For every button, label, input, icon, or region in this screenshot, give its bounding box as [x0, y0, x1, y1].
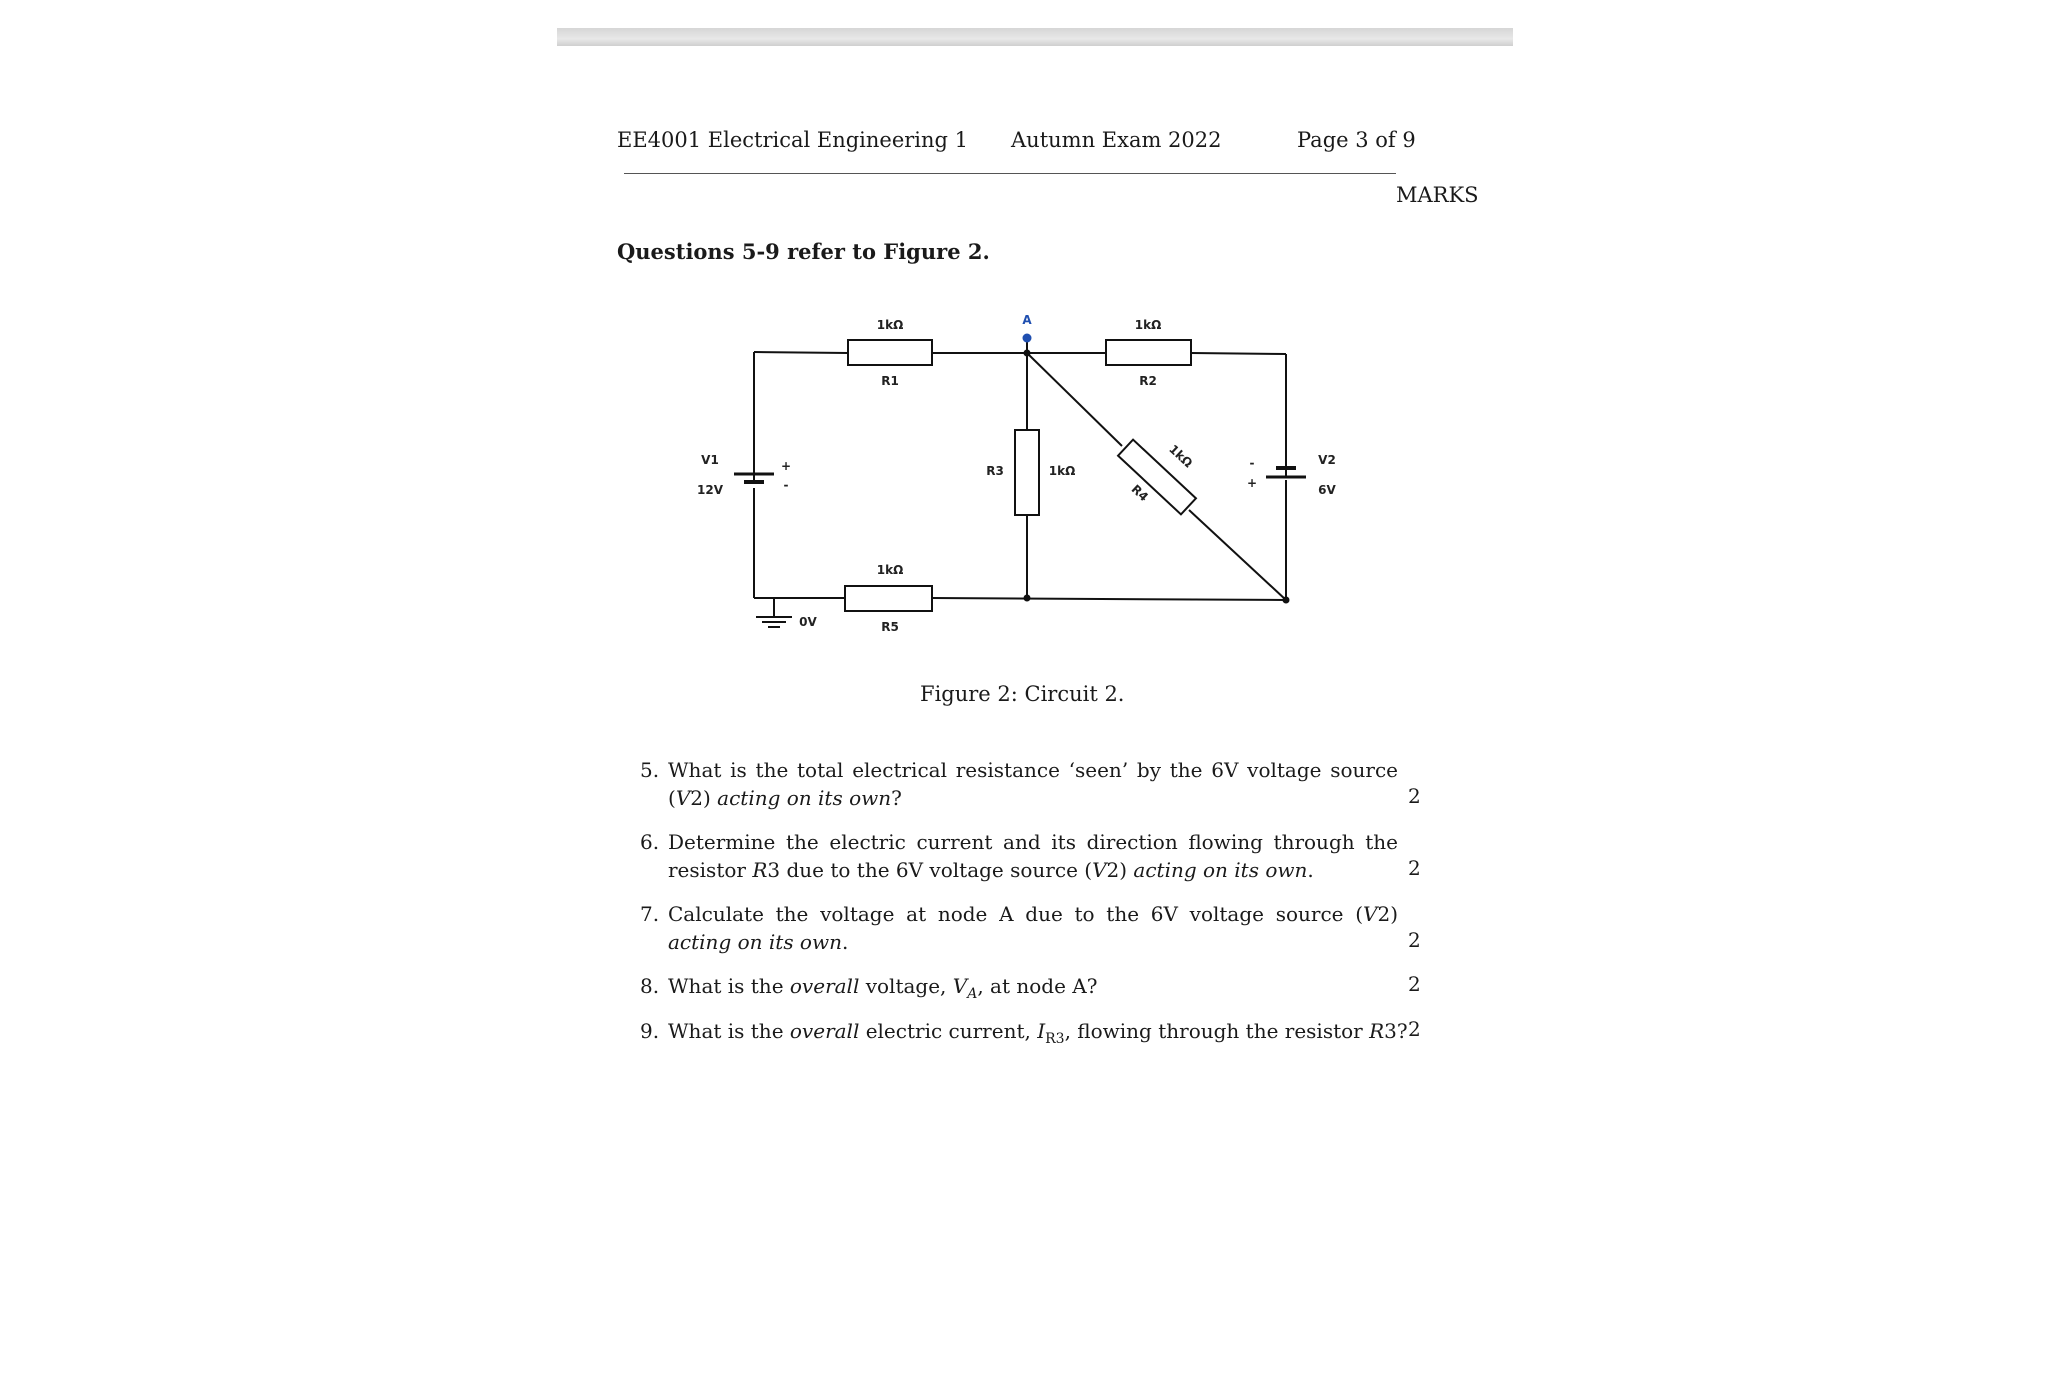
question-number: 9. — [640, 1019, 660, 1043]
question-9-marks: 2 — [1408, 1017, 1421, 1041]
marks-heading: MARKS — [1396, 183, 1479, 207]
header-page-number: Page 3 of 9 — [1297, 128, 1416, 152]
node-a-label: A — [1022, 313, 1032, 327]
r4-value-label: 1kΩ — [1166, 441, 1196, 471]
header-exam: Autumn Exam 2022 — [1011, 128, 1222, 152]
question-number: 7. — [640, 902, 660, 926]
wire-bottom-right — [932, 598, 1286, 600]
v2-name-label: V2 — [1318, 453, 1336, 467]
r1-value-label: 1kΩ — [876, 318, 904, 332]
question-number: 5. — [640, 758, 660, 782]
node-a-dot — [1023, 334, 1032, 343]
v2-value-label: 6V — [1318, 483, 1336, 497]
v1-minus-sign: - — [783, 478, 789, 492]
resistor-r3 — [1015, 430, 1039, 515]
question-text: Calculate the voltage at node A due to the 6V voltage source (V2) acting on its own. — [668, 902, 1398, 954]
question-number: 8. — [640, 974, 660, 998]
wire-top-right — [1191, 353, 1286, 354]
v2-plus-sign: + — [1246, 476, 1258, 490]
v1-name-label: V1 — [701, 453, 719, 467]
circuit-diagram — [690, 300, 1370, 650]
question-text: What is the overall electric current, $I_{R3}$, flowing through the resistor R3? — [668, 1019, 1408, 1047]
v1-value-label: 12V — [697, 483, 723, 497]
junction-top — [1024, 350, 1031, 357]
question-7-marks: 2 — [1408, 928, 1421, 952]
question-number: 6. — [640, 830, 660, 854]
r4-name-label: R4 — [1128, 481, 1151, 505]
ground-label: 0V — [799, 615, 817, 629]
question-6 — [640, 828, 1400, 884]
question-6-marks: 2 — [1408, 856, 1421, 880]
r1-name-label: R1 — [881, 374, 899, 388]
resistor-r1 — [848, 340, 932, 365]
header-rule — [624, 173, 1396, 174]
question-8 — [640, 972, 1400, 1000]
question-text: Determine the electric current and its direction flowing through the resistor R3 due to the 6V voltage source (V2) acting on its own. — [668, 830, 1398, 882]
question-5 — [640, 756, 1400, 812]
question-8-marks: 2 — [1408, 972, 1421, 996]
r5-name-label: R5 — [881, 620, 899, 634]
figure-caption: Figure 2: Circuit 2. — [920, 682, 1125, 706]
header-course: EE4001 Electrical Engineering 1 — [617, 128, 969, 152]
r3-name-label: R3 — [986, 464, 1004, 478]
r2-value-label: 1kΩ — [1134, 318, 1162, 332]
question-text: What is the total electrical resistance ‘seen’ by the 6V voltage source (V2) acting on its own? — [668, 758, 1398, 810]
question-7 — [640, 900, 1400, 956]
junction-bottom — [1024, 595, 1031, 602]
resistor-r2 — [1106, 340, 1191, 365]
question-5-marks: 2 — [1408, 784, 1421, 808]
wire-top-left — [754, 352, 848, 353]
section-title: Questions 5-9 refer to Figure 2. — [617, 239, 990, 264]
circuit-figure — [690, 300, 1370, 650]
r5-value-label: 1kΩ — [876, 563, 904, 577]
v1-plus-sign: + — [780, 459, 792, 473]
v2-minus-sign: - — [1249, 456, 1255, 470]
r3-value-label: 1kΩ — [1048, 464, 1076, 478]
r2-name-label: R2 — [1139, 374, 1157, 388]
question-text: What is the overall voltage, $V_A$, at node A? — [668, 974, 1098, 1002]
wire-r4-top — [1027, 353, 1122, 446]
question-9 — [640, 1017, 1408, 1047]
wire-r4-bottom — [1189, 510, 1286, 600]
viewer-top-bar — [557, 28, 1513, 46]
resistor-r5 — [845, 586, 932, 611]
junction-bottom-right — [1283, 597, 1290, 604]
